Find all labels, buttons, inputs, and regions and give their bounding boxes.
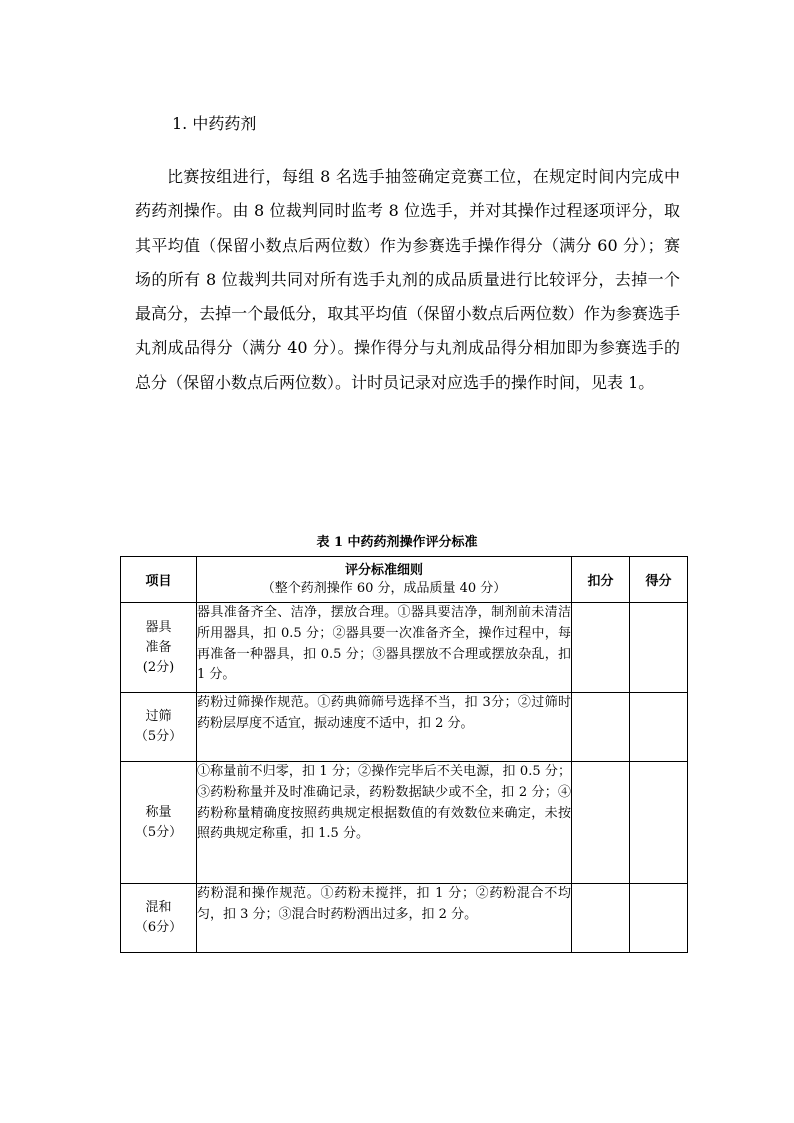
header-criteria-title: 评分标准细则	[344, 562, 423, 578]
row-score-cell	[630, 603, 688, 693]
row-detail-cell: ①称量前不归零，扣 1 分；②操作完毕后不关电源，扣 0.5 分；③药粉称量并及时准确记录，药粉数据缺少或不全，扣 2 分；④药粉称量精确度按照药典规定根据数值的有效数位来确定，未按照药典规定称重，扣 1.5 分。	[197, 762, 572, 884]
row-detail-cell: 器具准备齐全、洁净，摆放合理。①器具要洁净，制剂前未清洁所用器具，扣 0.5 分；②器具要一次准备齐全，操作过程中，每再准备一种器具，扣 0.5 分；③器具摆放不合理或摆放杂乱，扣 1 分。	[197, 603, 572, 693]
row-item-cell	[121, 884, 197, 953]
row-score-cell	[630, 762, 688, 884]
row-item-cell	[121, 693, 197, 762]
table-header-row	[121, 557, 688, 603]
row-deduct-cell	[572, 884, 630, 953]
row-deduct-cell	[572, 762, 630, 884]
row-score-cell	[630, 884, 688, 953]
table-caption: 表 1 中药药剂操作评分标准	[316, 535, 478, 550]
header-criteria-note: （整个药剂操作 60 分，成品质量 40 分）	[261, 580, 507, 596]
scoring-table	[120, 556, 688, 953]
table-row	[121, 762, 688, 884]
row-deduct-cell	[572, 603, 630, 693]
row-detail-cell: 药粉过筛操作规范。①药典筛筛号选择不当，扣 3分；②过筛时药粉层厚度不适宜，振动速度不适中，扣 2 分。	[197, 693, 572, 762]
body-paragraph: 比赛按组进行，每组 8 名选手抽签确定竞赛工位，在规定时间内完成中药药剂操作。由 8 位裁判同时监考 8 位选手，并对其操作过程逐项评分，取其平均值（保留小数点后两位数）作为参赛选手操作得分（满分 60 分）；赛场的所有 8 位裁判共同对所有选手丸剂的成品质量进行比较评分，去掉一个最高分，去掉一个最低分，取其平均值（保留小数点后两位数）作为参赛选手丸剂成品得分（满分 40 分）。操作得分与丸剂成品得分相加即为参赛选手的总分（保留小数点后两位数）。计时员记录对应选手的操作时间，见表 1。	[135, 167, 680, 392]
row-item-line: 准备	[145, 639, 172, 655]
row-item-line: 混和	[145, 900, 172, 915]
row-item-line: 器具	[145, 619, 172, 635]
header-criteria	[197, 557, 572, 603]
table-row	[121, 693, 688, 762]
row-item-line: 称量	[145, 804, 172, 820]
row-item-cell	[121, 603, 197, 693]
row-deduct-cell	[572, 693, 630, 762]
header-score: 得分	[630, 557, 688, 603]
section-title: 1. 中药药剂	[172, 114, 257, 133]
header-deduct: 扣分	[572, 557, 630, 603]
header-item: 项目	[121, 557, 197, 603]
table-row	[121, 603, 688, 693]
row-item-line: （5分）	[134, 824, 183, 840]
table-row	[121, 884, 688, 953]
row-item-line: 过筛	[145, 709, 172, 724]
row-score-cell	[630, 693, 688, 762]
row-item-line: （6分）	[134, 920, 183, 935]
row-item-cell	[121, 762, 197, 884]
row-detail-cell: 药粉混和操作规范。①药粉未搅拌，扣 1 分；②药粉混合不均匀，扣 3 分；③混合时药粉洒出过多，扣 2 分。	[197, 884, 572, 953]
row-item-line: (2分)	[142, 659, 175, 675]
row-item-line: （5分）	[134, 729, 183, 744]
